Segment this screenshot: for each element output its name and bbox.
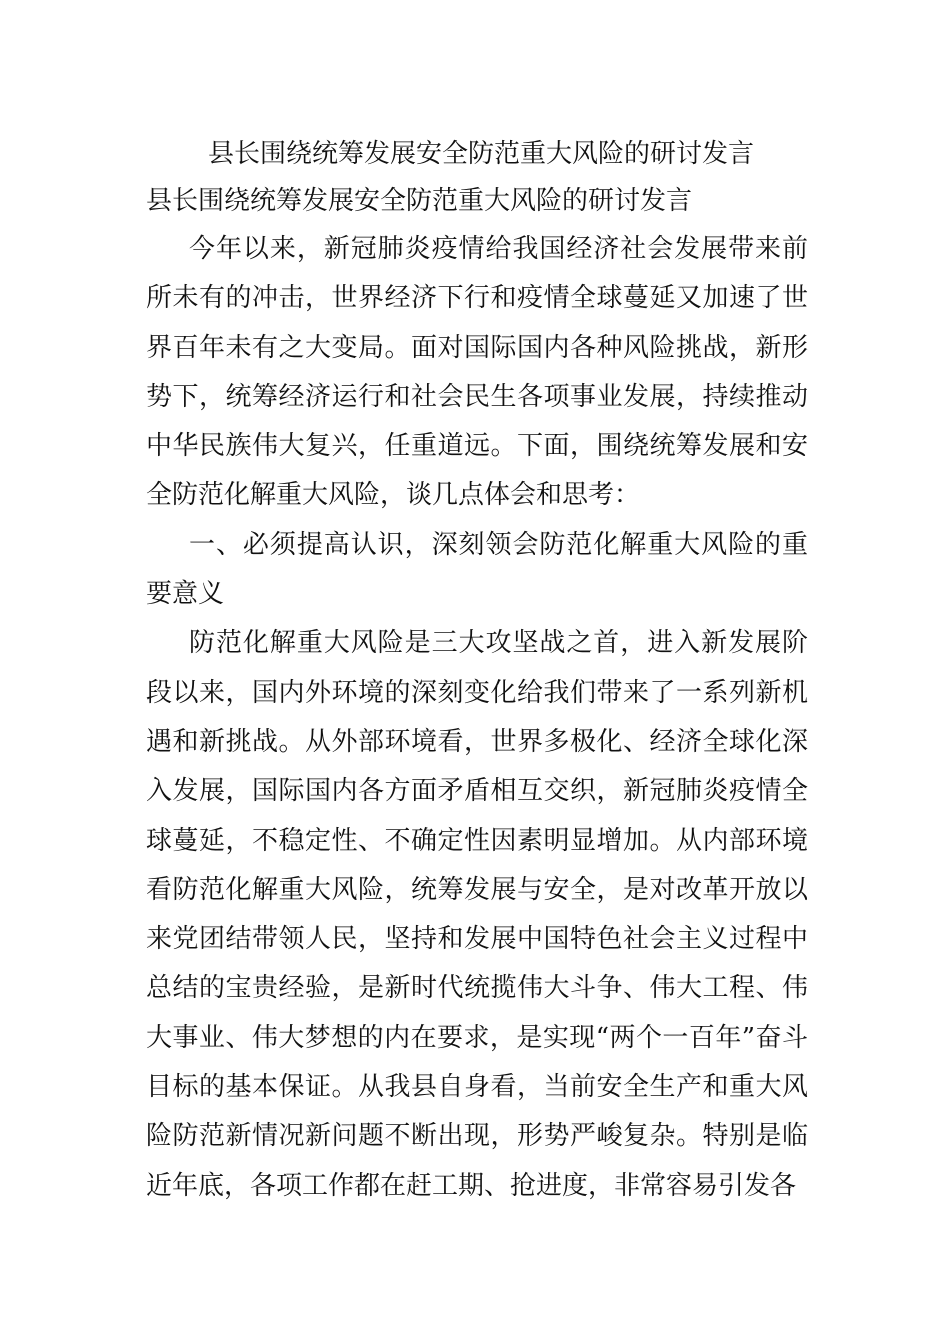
document-title: 县长围绕统筹发展安全防范重大风险的研讨发言 bbox=[208, 139, 755, 169]
paragraph-intro: 今年以来，新冠肺炎疫情给我国经济社会发展带来前所未有的冲击，世界经济下行和疫情全球蔓延又加速了世界百年未有之大变局。面对国际国内各种风险挑战，新形势下，统筹经济运行和社会民生各项事业发展，持续推动中华民族伟大复兴，任重道远。下面，围绕统筹发展和安全防范化解重大风险，谈几点体会和思考： bbox=[146, 234, 808, 511]
document-subtitle: 县长围绕统筹发展安全防范重大风险的研讨发言 bbox=[146, 186, 693, 216]
section-heading-1: 一、必须提高认识，深刻领会防范化解重大风险的重要意义 bbox=[146, 529, 808, 610]
document-body bbox=[146, 225, 808, 1211]
paragraph-section-1: 防范化解重大风险是三大攻坚战之首，进入新发展阶段以来，国内外环境的深刻变化给我们带来了一系列新机遇和新挑战。从外部环境看，世界多极化、经济全球化深入发展，国际国内各方面矛盾相互交织，新冠肺炎疫情全球蔓延，不稳定性、不确定性因素明显增加。从内部环境看防范化解重大风险，统筹发展与安全，是对改革开放以来党团结带领人民，坚持和发展中国特色社会主义过程中总结的宝贵经验，是新时代统揽伟大斗争、伟大工程、伟大事业、伟大梦想的内在要求，是实现“两个一百年”奋斗目标的基本保证。从我县自身看，当前安全生产和重大风险防范新情况新问题不断出现，形势严峻复杂。特别是临近年底，各项工作都在赶工期、抢进度，非常容易引发各 bbox=[146, 628, 808, 1201]
